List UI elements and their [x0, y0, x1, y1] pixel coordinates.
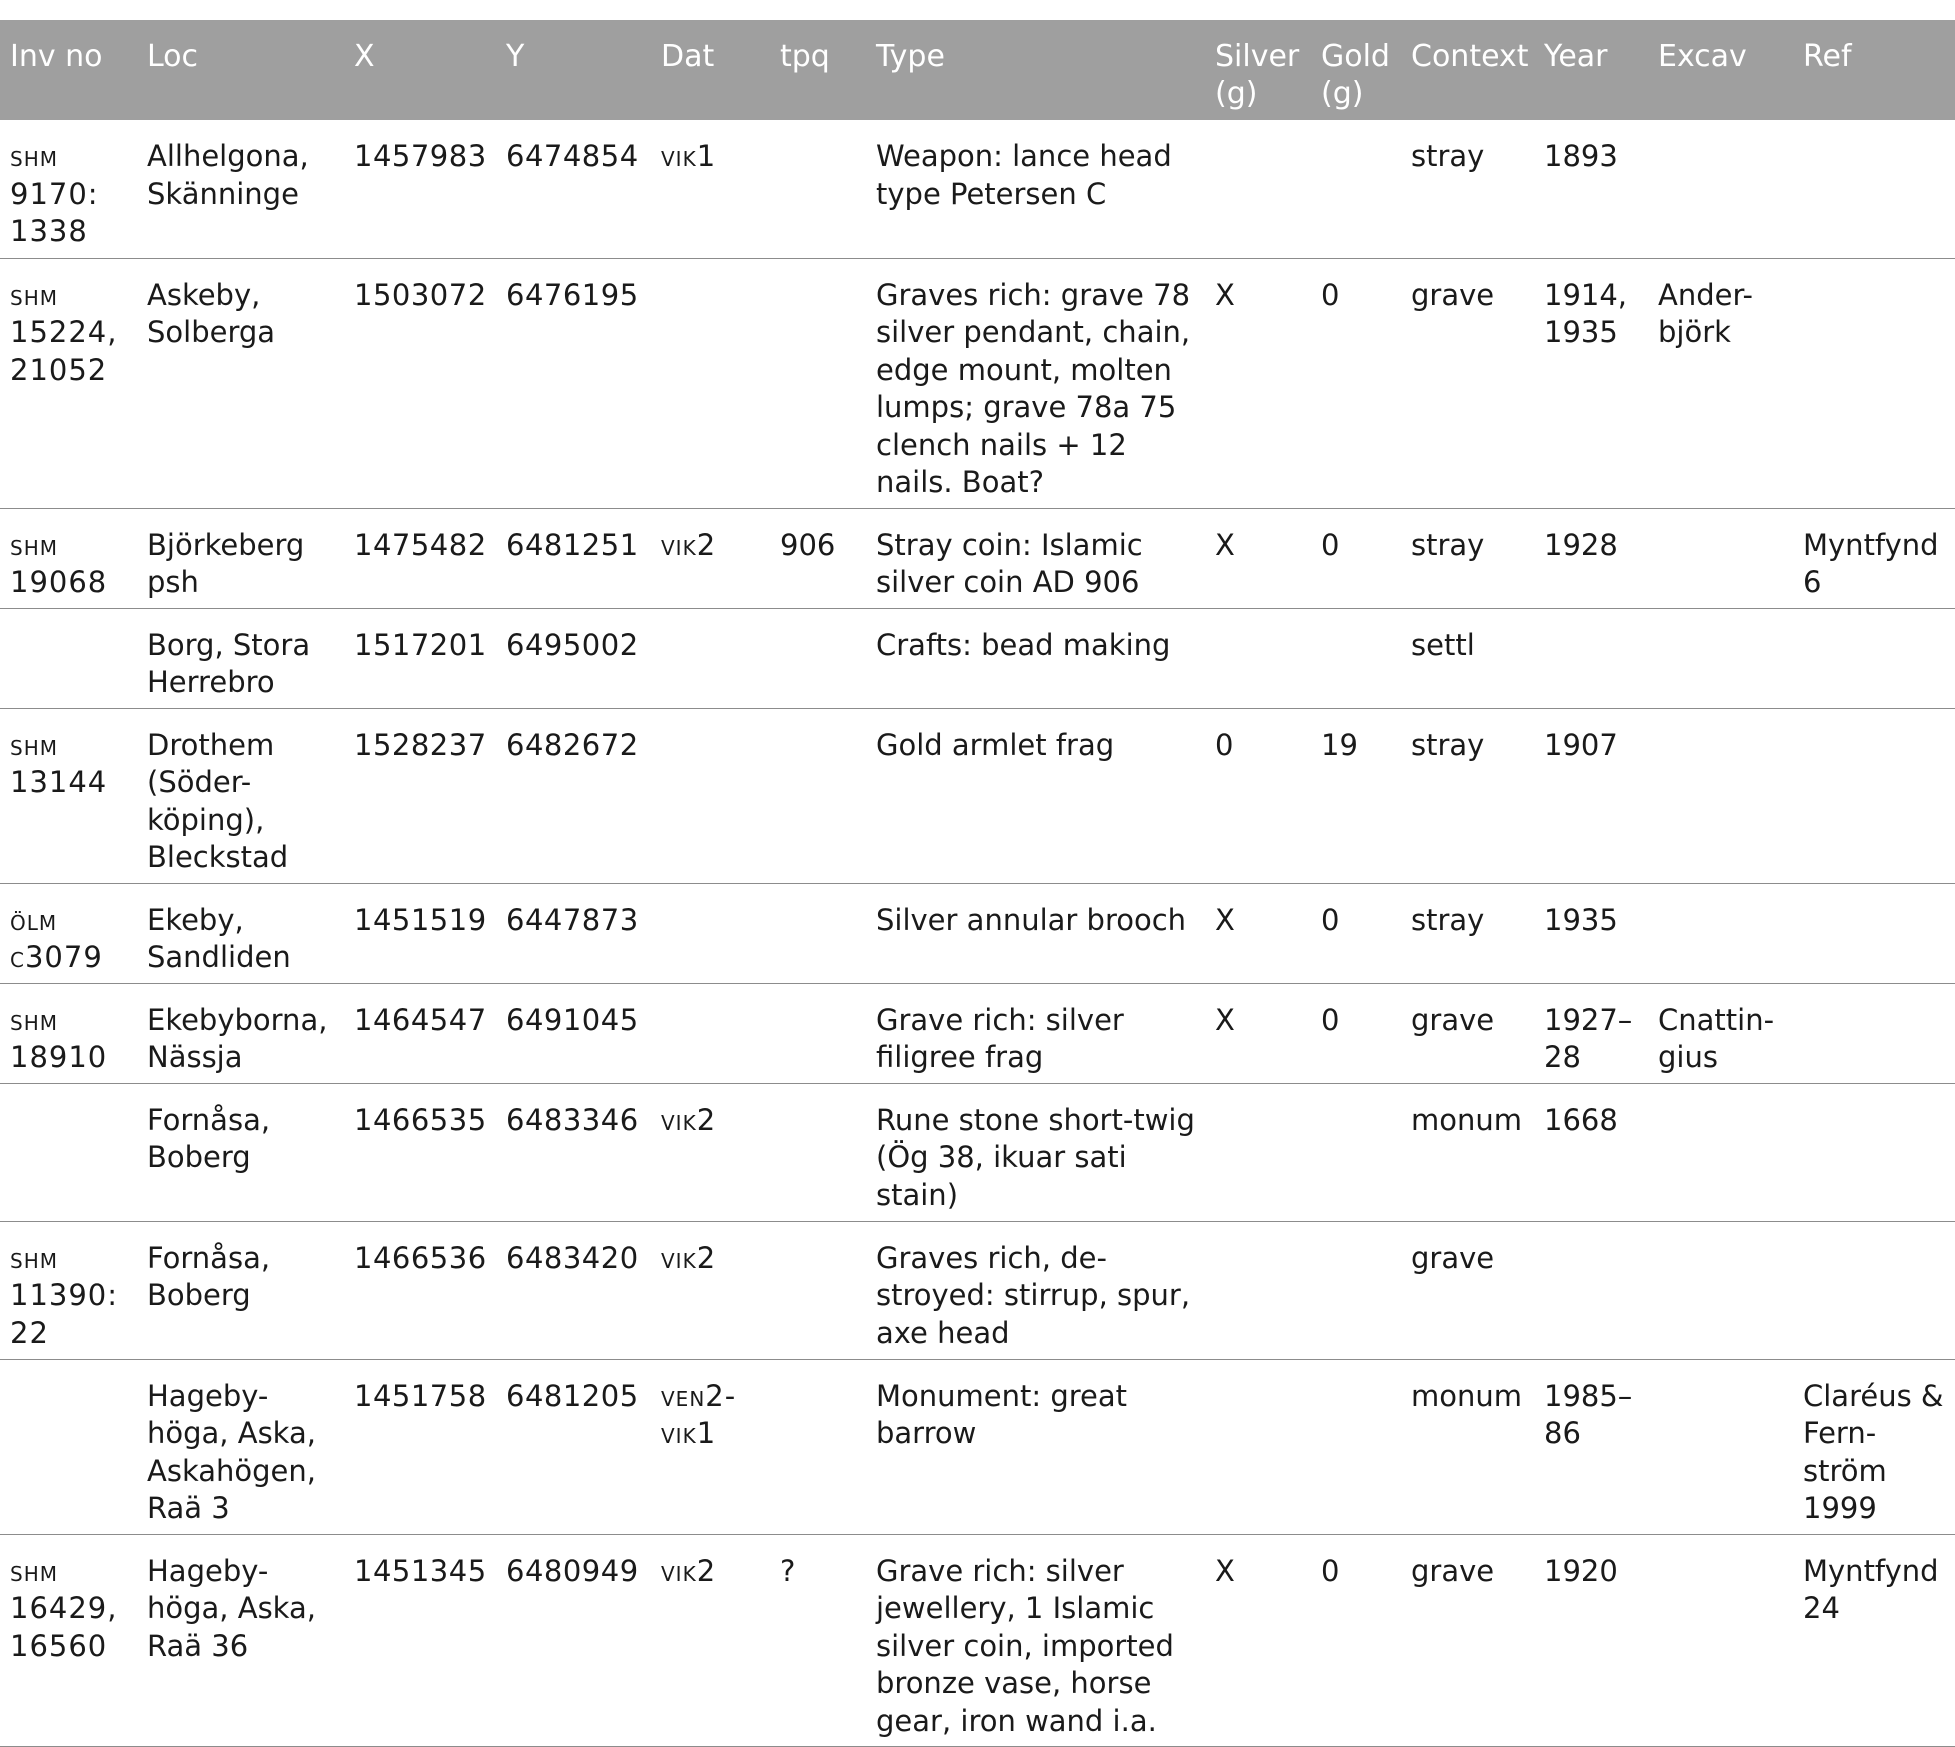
cell-year: 1927–28 [1534, 983, 1648, 1083]
cell-tpq: ? [770, 1534, 866, 1746]
cell-tpq [770, 1359, 866, 1534]
cell-year: 1985–86 [1534, 1359, 1648, 1534]
cell-dat [651, 983, 770, 1083]
cell-type: Graves rich: grave 78 silver pendant, chain, edge mount, molten lumps; grave 78a 75 clench nails + 12 nails. Boat? [866, 258, 1205, 508]
cell-ref [1793, 1083, 1955, 1221]
cell-y: 6476195 [496, 258, 651, 508]
cell-tpq [770, 258, 866, 508]
table-body [0, 120, 1955, 1746]
cell-tpq [770, 983, 866, 1083]
header-year: Year [1544, 39, 1608, 74]
finds-table [0, 20, 1955, 1747]
cell-tpq [770, 883, 866, 983]
cell-inv-no: shm 9170: 1338 [0, 120, 137, 258]
cell-year: 1668 [1534, 1083, 1648, 1221]
cell-silver [1205, 1359, 1311, 1534]
cell-inv-no: shm 16429, 16560 [0, 1534, 137, 1746]
cell-silver: 0 [1205, 708, 1311, 883]
cell-dat: vik2 [651, 1534, 770, 1746]
cell-ref [1793, 883, 1955, 983]
cell-x: 1528237 [344, 708, 496, 883]
cell-silver: X [1205, 258, 1311, 508]
header-ref: Ref [1803, 39, 1852, 74]
cell-inv-no [0, 608, 137, 708]
cell-x: 1517201 [344, 608, 496, 708]
cell-inv-no: shm 13144 [0, 708, 137, 883]
cell-year: 1914, 1935 [1534, 258, 1648, 508]
cell-x: 1451758 [344, 1359, 496, 1534]
cell-type: Silver annular brooch [866, 883, 1205, 983]
cell-tpq [770, 608, 866, 708]
cell-excav [1648, 1359, 1793, 1534]
cell-type: Stray coin: Islamic silver coin AD 906 [866, 508, 1205, 608]
cell-excav [1648, 1083, 1793, 1221]
cell-type: Graves rich, de-stroyed: stirrup, spur, axe head [866, 1221, 1205, 1359]
cell-x: 1503072 [344, 258, 496, 508]
cell-y: 6474854 [496, 120, 651, 258]
cell-context: stray [1401, 883, 1534, 983]
cell-loc: Ekebyborna, Nässja [137, 983, 344, 1083]
cell-loc: Hageby-höga, Aska, Askahögen, Raä 3 [137, 1359, 344, 1534]
cell-excav [1648, 120, 1793, 258]
cell-year: 1935 [1534, 883, 1648, 983]
cell-y: 6481205 [496, 1359, 651, 1534]
header-type: Type [876, 39, 945, 74]
finds-table-wrapper [0, 20, 1955, 1747]
table-row [0, 120, 1955, 258]
cell-ref [1793, 1221, 1955, 1359]
cell-context: stray [1401, 120, 1534, 258]
cell-dat: vik2 [651, 508, 770, 608]
table-row [0, 1221, 1955, 1359]
cell-dat [651, 258, 770, 508]
cell-type: Weapon: lance head type Petersen C [866, 120, 1205, 258]
cell-inv-no: shm 18910 [0, 983, 137, 1083]
cell-year: 1928 [1534, 508, 1648, 608]
cell-inv-no: shm 19068 [0, 508, 137, 608]
cell-year: 1920 [1534, 1534, 1648, 1746]
cell-gold [1311, 1083, 1401, 1221]
cell-gold: 0 [1311, 508, 1401, 608]
cell-context: monum [1401, 1359, 1534, 1534]
cell-tpq [770, 1083, 866, 1221]
cell-y: 6483346 [496, 1083, 651, 1221]
cell-dat [651, 608, 770, 708]
header-tpq: tpq [780, 39, 830, 74]
cell-gold: 0 [1311, 983, 1401, 1083]
cell-x: 1457983 [344, 120, 496, 258]
cell-context: grave [1401, 1221, 1534, 1359]
cell-dat: vik1 [651, 120, 770, 258]
cell-inv-no [0, 1359, 137, 1534]
header-loc: Loc [147, 39, 199, 74]
cell-gold [1311, 608, 1401, 708]
cell-excav [1648, 508, 1793, 608]
table-row [0, 708, 1955, 883]
cell-inv-no: shm 15224, 21052 [0, 258, 137, 508]
table-row [0, 1534, 1955, 1746]
cell-y: 6481251 [496, 508, 651, 608]
cell-year [1534, 608, 1648, 708]
cell-context: stray [1401, 708, 1534, 883]
cell-dat: vik2 [651, 1221, 770, 1359]
cell-inv-no: ölm c3079 [0, 883, 137, 983]
cell-gold: 0 [1311, 883, 1401, 983]
cell-y: 6447873 [496, 883, 651, 983]
cell-year: 1893 [1534, 120, 1648, 258]
cell-silver: X [1205, 508, 1311, 608]
cell-loc: Fornåsa, Boberg [137, 1083, 344, 1221]
cell-ref: Claréus & Fern-ström 1999 [1793, 1359, 1955, 1534]
cell-y: 6480949 [496, 1534, 651, 1746]
cell-ref [1793, 258, 1955, 508]
cell-inv-no: shm 11390: 22 [0, 1221, 137, 1359]
cell-context: stray [1401, 508, 1534, 608]
cell-loc: Borg, Stora Herrebro [137, 608, 344, 708]
cell-ref: Myntfynd 24 [1793, 1534, 1955, 1746]
cell-type: Gold armlet frag [866, 708, 1205, 883]
header-excav: Excav [1658, 39, 1747, 74]
cell-inv-no [0, 1083, 137, 1221]
cell-tpq [770, 1221, 866, 1359]
cell-silver [1205, 608, 1311, 708]
header-context: Context [1411, 39, 1529, 74]
cell-y: 6495002 [496, 608, 651, 708]
cell-type: Grave rich: silver filigree frag [866, 983, 1205, 1083]
cell-dat: ven2-vik1 [651, 1359, 770, 1534]
cell-year: 1907 [1534, 708, 1648, 883]
cell-loc: Fornåsa, Boberg [137, 1221, 344, 1359]
header-inv-no: Inv no [10, 39, 103, 74]
cell-y: 6482672 [496, 708, 651, 883]
cell-excav [1648, 883, 1793, 983]
cell-y: 6491045 [496, 983, 651, 1083]
header-row [0, 20, 1955, 120]
cell-type: Crafts: bead making [866, 608, 1205, 708]
cell-gold [1311, 1359, 1401, 1534]
table-row [0, 608, 1955, 708]
cell-excav: Ander-björk [1648, 258, 1793, 508]
cell-type: Grave rich: silver jewellery, 1 Islamic silver coin, imported bronze vase, horse gear, iron wand i.a. [866, 1534, 1205, 1746]
cell-gold: 19 [1311, 708, 1401, 883]
cell-loc: Askeby, Solberga [137, 258, 344, 508]
cell-tpq [770, 708, 866, 883]
cell-x: 1451345 [344, 1534, 496, 1746]
cell-ref [1793, 983, 1955, 1083]
cell-type: Monument: great barrow [866, 1359, 1205, 1534]
header-gold: Gold (g) [1321, 39, 1390, 111]
table-row [0, 508, 1955, 608]
cell-context: monum [1401, 1083, 1534, 1221]
cell-excav [1648, 1534, 1793, 1746]
cell-tpq: 906 [770, 508, 866, 608]
cell-excav [1648, 708, 1793, 883]
cell-context: settl [1401, 608, 1534, 708]
cell-tpq [770, 120, 866, 258]
cell-x: 1464547 [344, 983, 496, 1083]
cell-gold: 0 [1311, 1534, 1401, 1746]
cell-dat [651, 708, 770, 883]
cell-context: grave [1401, 258, 1534, 508]
cell-type: Rune stone short-twig (Ög 38, ikuar sati stain) [866, 1083, 1205, 1221]
cell-ref: Myntfynd 6 [1793, 508, 1955, 608]
cell-gold [1311, 120, 1401, 258]
cell-x: 1475482 [344, 508, 496, 608]
cell-x: 1466536 [344, 1221, 496, 1359]
table-row [0, 258, 1955, 508]
cell-x: 1451519 [344, 883, 496, 983]
table-row [0, 1359, 1955, 1534]
cell-x: 1466535 [344, 1083, 496, 1221]
cell-excav [1648, 1221, 1793, 1359]
cell-ref [1793, 708, 1955, 883]
cell-silver: X [1205, 1534, 1311, 1746]
header-dat: Dat [661, 39, 715, 74]
cell-silver [1205, 120, 1311, 258]
table-row [0, 1083, 1955, 1221]
cell-ref [1793, 608, 1955, 708]
cell-dat: vik2 [651, 1083, 770, 1221]
cell-gold: 0 [1311, 258, 1401, 508]
table-header [0, 20, 1955, 120]
header-y: Y [506, 39, 525, 74]
cell-excav [1648, 608, 1793, 708]
header-silver: Silver (g) [1215, 39, 1300, 111]
cell-loc: Hageby-höga, Aska, Raä 36 [137, 1534, 344, 1746]
cell-year [1534, 1221, 1648, 1359]
cell-excav: Cnattin-gius [1648, 983, 1793, 1083]
cell-loc: Allhelgona, Skänninge [137, 120, 344, 258]
header-x: X [354, 39, 375, 74]
cell-silver [1205, 1221, 1311, 1359]
cell-loc: Ekeby, Sandliden [137, 883, 344, 983]
table-row [0, 883, 1955, 983]
cell-loc: Drothem (Söder-köping), Bleckstad [137, 708, 344, 883]
cell-dat [651, 883, 770, 983]
cell-silver: X [1205, 983, 1311, 1083]
cell-y: 6483420 [496, 1221, 651, 1359]
cell-silver: X [1205, 883, 1311, 983]
cell-ref [1793, 120, 1955, 258]
cell-context: grave [1401, 1534, 1534, 1746]
cell-silver [1205, 1083, 1311, 1221]
cell-gold [1311, 1221, 1401, 1359]
cell-loc: Björkeberg psh [137, 508, 344, 608]
table-row [0, 983, 1955, 1083]
cell-context: grave [1401, 983, 1534, 1083]
